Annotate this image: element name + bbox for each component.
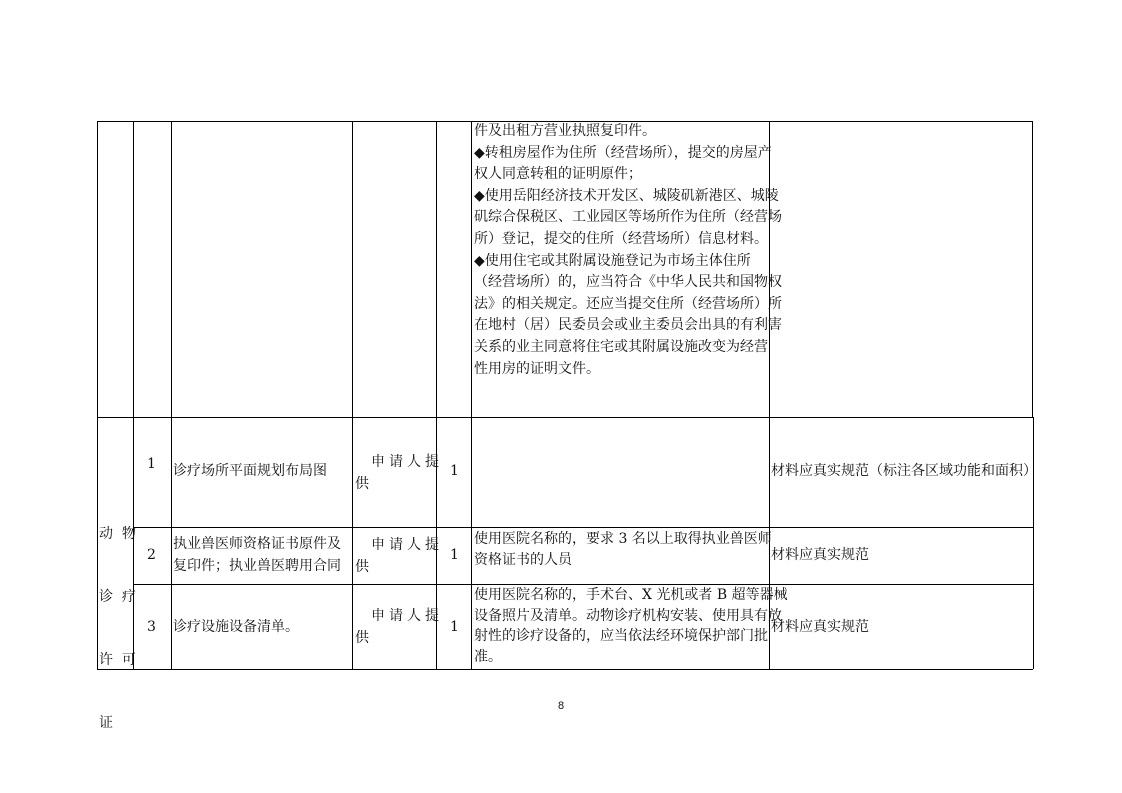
row-3-material <box>173 617 299 639</box>
row-2-requirement <box>474 529 772 571</box>
section-title-line: 证 <box>99 715 113 731</box>
row-2-material <box>173 534 341 577</box>
row-1-index: 1 <box>147 456 156 472</box>
material-line: 复印件；执业兽医聘用合同 <box>173 557 341 574</box>
requirement-line: 使用医院名称的，手术台、X 光机或者 B 超等器械 <box>474 587 788 603</box>
row-3-copies: 1 <box>450 619 459 635</box>
row-1-copies: 1 <box>450 463 459 479</box>
requirement-line: 件及出租方营业执照复印件。 <box>474 123 656 139</box>
row-3-provider <box>355 605 443 649</box>
col-border-7b <box>1033 417 1034 669</box>
section-title <box>99 482 136 776</box>
continued-requirement-cell <box>474 121 782 380</box>
row-separator-1 <box>133 527 1033 528</box>
requirement-line: 所）登记，提交的住所（经营场所）信息材料。 <box>474 230 768 247</box>
requirement-line: 权人同意转租的证明原件； <box>474 166 642 183</box>
col-border-5 <box>471 121 472 669</box>
provider-line: 供 <box>355 476 369 492</box>
row-3-note: 材料应真实规范 <box>771 619 869 635</box>
section-title-line: 诊 疗 <box>99 589 136 605</box>
page-number: 8 <box>557 700 565 712</box>
provider-line: 供 <box>355 630 369 646</box>
requirement-line: 矶综合保税区、工业园区等场所作为住所（经营场 <box>474 209 782 226</box>
requirement-line: 在地村（居）民委员会或业主委员会出具的有利害 <box>474 317 782 334</box>
row-3-requirement <box>474 585 788 667</box>
col-border-7 <box>1032 121 1033 417</box>
col-border-3 <box>352 121 353 417</box>
row-1-material <box>173 461 327 483</box>
requirement-line: ◆使用岳阳经济技术开发区、城陵矶新港区、城陵 <box>474 187 779 204</box>
requirement-line: 使用医院名称的，要求 3 名以上取得执业兽医师 <box>474 531 772 547</box>
requirement-line: （经营场所）的，应当符合《中华人民共和国物权 <box>474 274 782 291</box>
requirement-line: 性用房的证明文件。 <box>474 360 600 377</box>
material-line: 诊疗场所平面规划布局图 <box>173 463 327 479</box>
col-border-0 <box>97 121 98 669</box>
section-title-line: 动 物 <box>99 526 136 542</box>
col-border-3b <box>352 417 353 669</box>
requirement-line: ◆使用住宅或其附属设施登记为市场主体住所 <box>474 252 751 269</box>
row-separator-continued <box>97 417 1033 418</box>
requirement-line: ◆转租房屋作为住所（经营场所），提交的房屋产 <box>474 144 772 161</box>
col-border-2 <box>171 121 172 669</box>
requirement-line: 设备照片及清单。动物诊疗机构安装、使用具有放 <box>474 607 782 624</box>
requirement-line: 关系的业主同意将住宅或其附属设施改变为经营 <box>474 338 768 355</box>
requirement-line: 射性的诊疗设备的，应当依法经环境保护部门批 <box>474 628 768 644</box>
provider-line: 申请人提 <box>371 537 443 553</box>
row-2-note: 材料应真实规范 <box>771 547 869 563</box>
row-1-provider <box>355 451 443 495</box>
provider-line: 申请人提 <box>371 608 443 624</box>
row-2-copies: 1 <box>450 547 459 563</box>
material-line: 执业兽医师资格证书原件及 <box>173 536 341 552</box>
provider-line: 申请人提 <box>371 454 443 470</box>
row-1-note: 材料应真实规范（标注各区域功能和面积） <box>771 463 1037 479</box>
requirement-line: 资格证书的人员 <box>474 552 572 568</box>
row-2-provider <box>355 534 443 578</box>
material-line: 诊疗设施设备清单。 <box>173 619 299 635</box>
row-3-index: 3 <box>147 619 156 635</box>
table-bottom-border <box>97 669 1033 670</box>
requirement-line: 法》的相关规定。还应当提交住所（经营场所）所 <box>474 295 782 312</box>
col-border-4 <box>436 121 437 669</box>
row-2-index: 2 <box>147 547 156 563</box>
provider-line: 供 <box>355 559 369 575</box>
requirement-line: 准。 <box>474 648 502 665</box>
section-title-line: 许 可 <box>99 652 136 668</box>
